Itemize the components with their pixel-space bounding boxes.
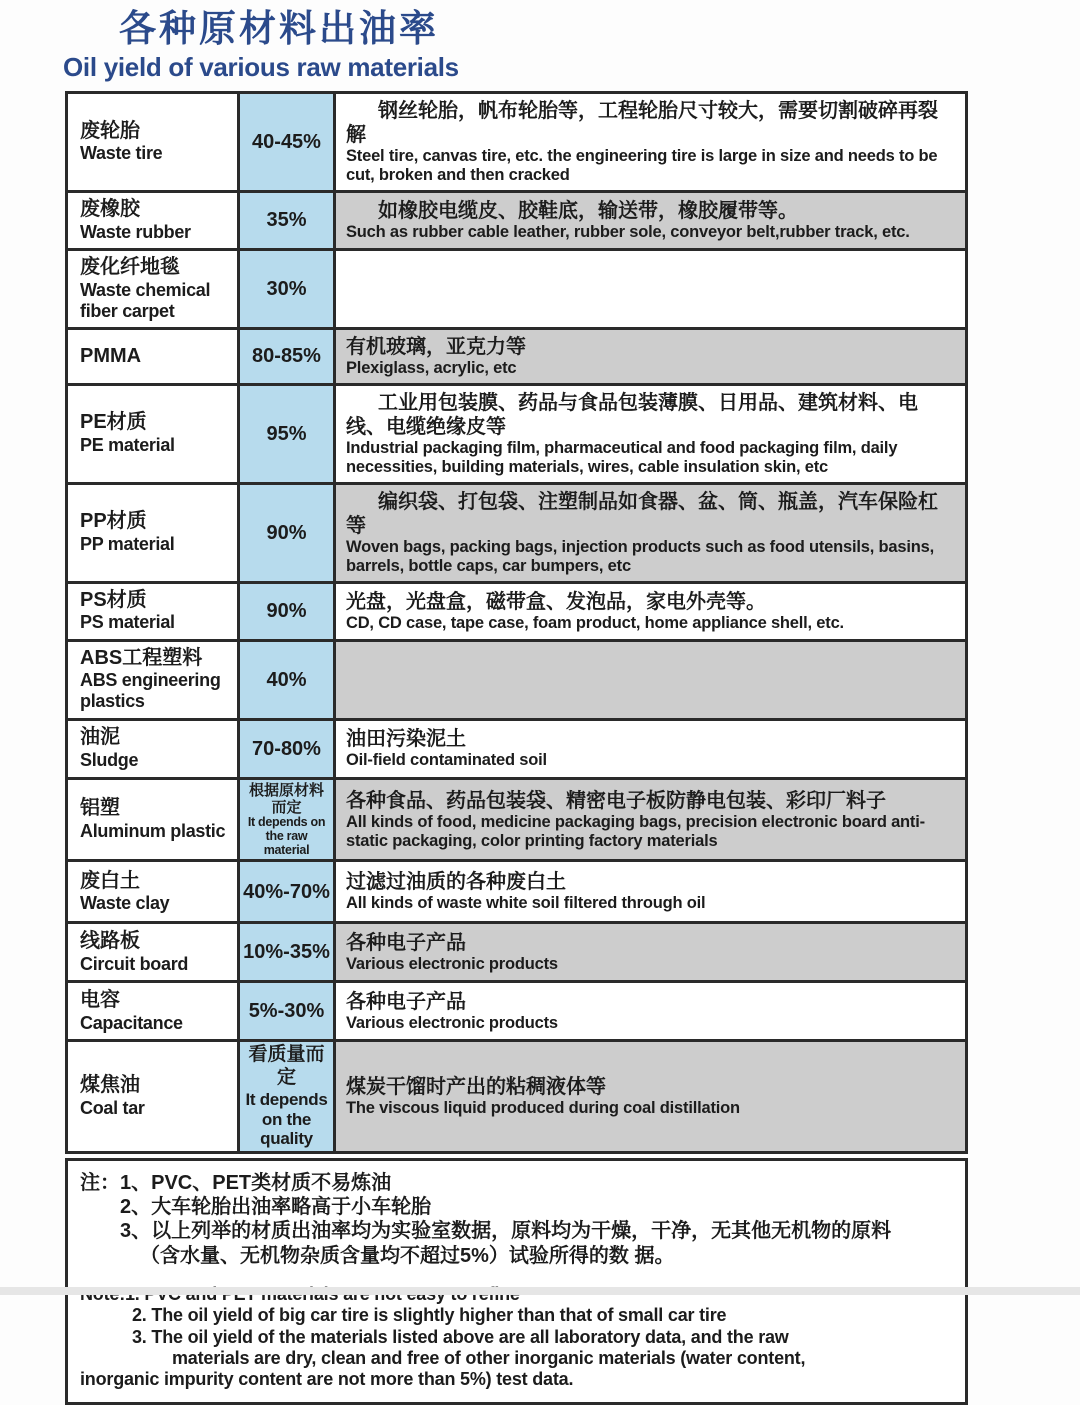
description-cell <box>336 485 965 581</box>
oil-yield-value: 10%-35% <box>243 941 330 964</box>
oil-yield-cell <box>240 584 336 639</box>
note-en-line: 2. The oil yield of big car tire is slightly higher than that of small car tire <box>132 1305 727 1326</box>
material-name-cell <box>68 721 240 777</box>
row-aluminum-plastic <box>65 777 968 863</box>
material-name-cell <box>68 485 240 581</box>
material-name-zh: 废轮胎 <box>80 119 140 142</box>
material-name-zh: PS材质 <box>80 588 147 611</box>
description-cell <box>336 584 965 639</box>
material-name-cell <box>68 330 240 383</box>
materials-table <box>65 91 968 1154</box>
material-name-en: Sludge <box>80 749 139 770</box>
note-zh-line: 注：1、PVC、PET类材质不易炼油 <box>80 1171 392 1194</box>
description-en: Woven bags, packing bags, injection products such as food utensils, basins, barrels, bottle caps, car bumpers, etc <box>346 537 934 575</box>
description-en: Various electronic products <box>346 954 558 973</box>
material-name-en: Waste clay <box>80 893 170 914</box>
oil-yield-value-en: It depends on the quality <box>245 1090 328 1149</box>
oil-yield-cell <box>240 862 336 921</box>
material-name-en: Coal tar <box>80 1097 145 1118</box>
oil-yield-cell <box>240 485 336 581</box>
oil-yield-cell <box>240 983 336 1039</box>
material-name-en: PP material <box>80 534 175 555</box>
oil-yield-value: 40% <box>266 668 307 691</box>
description-zh: 工业用包装膜、药品与食品包装薄膜、日用品、建筑材料、电线、电缆绝缘皮等 <box>346 391 918 438</box>
description-en: All kinds of waste white soil filtered through oil <box>346 894 706 913</box>
note-zh-line: 3、以上列举的材质出油率均为实验室数据，原料均为干燥，干净，无其他无机物的原料 <box>120 1220 892 1243</box>
material-name-en: Circuit board <box>80 953 189 974</box>
page-title-zh: 各种原材料出油率 <box>119 8 439 49</box>
row-pmma <box>65 327 968 386</box>
material-name-cell <box>68 1042 240 1150</box>
material-name-cell <box>68 780 240 860</box>
material-name-en: PE material <box>80 435 175 456</box>
row-waste-chemical-fiber-carpet <box>65 248 968 330</box>
oil-yield-value: 80-85% <box>252 345 321 368</box>
material-name-zh: 煤焦油 <box>80 1074 140 1097</box>
row-capacitance <box>65 980 968 1042</box>
material-name-en: ABS engineering plastics <box>80 670 221 712</box>
description-zh: 煤炭干馏时产出的粘稠液体等 <box>346 1076 606 1099</box>
description-en: CD, CD case, tape case, foam product, home appliance shell, etc. <box>346 613 844 632</box>
note-zh-line: （含水量、无机物杂质含量均不超过5%）试验所得的数 据。 <box>140 1244 675 1267</box>
description-en: The viscous liquid produced during coal distillation <box>346 1099 740 1118</box>
oil-yield-value: 70-80% <box>252 737 321 760</box>
description-en: Oil-field contaminated soil <box>346 751 547 770</box>
oil-yield-cell <box>240 193 336 248</box>
oil-yield-cell <box>240 386 336 482</box>
oil-yield-value: 40-45% <box>252 131 321 154</box>
material-name-zh: 电容 <box>80 989 120 1012</box>
description-zh: 编织袋、打包袋、注塑制品如食器、盆、筒、瓶盖，汽车保险杠等 <box>346 490 938 537</box>
description-cell <box>336 721 965 777</box>
oil-yield-value: 35% <box>266 209 307 232</box>
oil-yield-value: 90% <box>266 600 307 623</box>
material-name-cell <box>68 94 240 190</box>
oil-yield-cell <box>240 330 336 383</box>
row-waste-clay <box>65 859 968 924</box>
material-name-cell <box>68 983 240 1039</box>
oil-yield-cell <box>240 780 336 860</box>
oil-yield-cell <box>240 1042 336 1150</box>
material-name-en: PS material <box>80 612 175 633</box>
description-cell <box>336 1042 965 1150</box>
description-cell <box>336 983 965 1039</box>
description-cell <box>336 780 965 860</box>
description-en: Plexiglass, acrylic, etc <box>346 358 517 377</box>
oil-yield-cell <box>240 251 336 327</box>
description-zh: 光盘，光盘盒，磁带盒、发泡品，家电外壳等。 <box>346 590 766 613</box>
description-zh: 过滤过油质的各种废白土 <box>346 871 566 894</box>
description-cell <box>336 251 965 327</box>
material-name-zh: ABS工程塑料 <box>80 646 203 669</box>
material-name-en: Capacitance <box>80 1012 183 1033</box>
material-name-cell <box>68 584 240 639</box>
material-name-en: Waste chemical fiber carpet <box>80 279 211 321</box>
description-en: Various electronic products <box>346 1013 558 1032</box>
note-zh-line: 2、大车轮胎出油率略高于小车轮胎 <box>120 1196 432 1219</box>
description-cell <box>336 862 965 921</box>
oil-yield-value: 5%-30% <box>248 1000 325 1023</box>
row-abs-engineering-plastics <box>65 639 968 721</box>
oil-yield-value-zh: 看质量而定 <box>248 1044 325 1089</box>
description-en: Such as rubber cable leather, rubber sole, conveyor belt,rubber track, etc. <box>346 223 910 241</box>
oil-yield-value: 95% <box>266 422 307 445</box>
notes-english-block <box>80 1284 951 1390</box>
notes-box <box>65 1158 968 1405</box>
description-zh: 油田污染泥土 <box>346 728 466 751</box>
oil-yield-cell <box>240 721 336 777</box>
row-waste-tire <box>65 91 968 193</box>
page-title-en: Oil yield of various raw materials <box>63 51 459 82</box>
description-en: Industrial packaging film, pharmaceutical and food packaging film, daily necessities, building materials, wires, cable insulation skin, etc <box>346 438 898 476</box>
description-en: All kinds of food, medicine packaging bags, precision electronic board anti-static packaging, color printing factory materials <box>346 812 925 850</box>
description-zh: 各种电子产品 <box>346 931 466 954</box>
material-name-zh: PMMA <box>80 344 142 367</box>
material-name-zh: 废化纤地毯 <box>80 255 180 278</box>
row-circuit-board <box>65 921 968 983</box>
material-name-cell <box>68 386 240 482</box>
oil-yield-value: 30% <box>266 277 307 300</box>
material-name-en: Aluminum plastic <box>80 820 226 841</box>
oil-yield-cell <box>240 924 336 980</box>
row-ps-material <box>65 581 968 642</box>
row-coal-tar <box>65 1039 968 1153</box>
oil-yield-value: 40%-70% <box>243 880 330 903</box>
description-cell <box>336 330 965 383</box>
oil-yield-value: 90% <box>266 521 307 544</box>
description-zh: 钢丝轮胎，帆布轮胎等，工程轮胎尺寸较大，需要切割破碎再裂解 <box>346 100 938 147</box>
material-name-cell <box>68 924 240 980</box>
material-name-cell <box>68 193 240 248</box>
description-cell <box>336 924 965 980</box>
bottom-divider <box>0 1287 1080 1295</box>
material-name-cell <box>68 642 240 718</box>
description-zh: 如橡胶电缆皮、胶鞋底，输送带，橡胶履带等。 <box>378 200 798 222</box>
oil-yield-value-en: It depends on the raw material <box>247 815 326 857</box>
material-name-en: Waste tire <box>80 143 163 164</box>
description-zh: 各种食品、药品包装袋、精密电子板防静电包装、彩印厂料子 <box>346 789 886 812</box>
row-sludge <box>65 718 968 780</box>
description-cell <box>336 386 965 482</box>
note-en-line: inorganic impurity content are not more than 5%) test data. <box>80 1369 574 1390</box>
description-cell <box>336 642 965 718</box>
title-block <box>0 0 1080 81</box>
material-name-zh: PE材质 <box>80 411 147 434</box>
description-zh: 各种电子产品 <box>346 990 466 1013</box>
material-name-zh: 废橡胶 <box>80 198 140 221</box>
row-pp-material <box>65 482 968 584</box>
description-zh: 有机玻璃，亚克力等 <box>346 335 526 358</box>
note-en-line: 3. The oil yield of the materials listed above are all laboratory data, and the raw <box>132 1326 789 1347</box>
description-en: Steel tire, canvas tire, etc. the engineering tire is large in size and needs to be cut, broken and then cracked <box>346 147 938 185</box>
row-pe-material <box>65 383 968 485</box>
row-waste-rubber <box>65 190 968 251</box>
material-name-zh: 线路板 <box>80 930 140 953</box>
material-name-zh: 铝塑 <box>80 797 120 820</box>
oil-yield-cell <box>240 94 336 190</box>
material-name-zh: 废白土 <box>80 869 140 892</box>
oil-yield-value-zh: 根据原材料而定 <box>248 781 324 816</box>
material-name-zh: 油泥 <box>80 726 120 749</box>
material-name-en: Waste rubber <box>80 221 191 242</box>
description-cell <box>336 193 965 248</box>
oil-yield-cell <box>240 642 336 718</box>
description-cell <box>336 94 965 190</box>
material-name-zh: PP材质 <box>80 510 147 533</box>
note-en-line: materials are dry, clean and free of other inorganic materials (water content, <box>172 1347 806 1368</box>
material-name-cell <box>68 862 240 921</box>
material-name-cell <box>68 251 240 327</box>
